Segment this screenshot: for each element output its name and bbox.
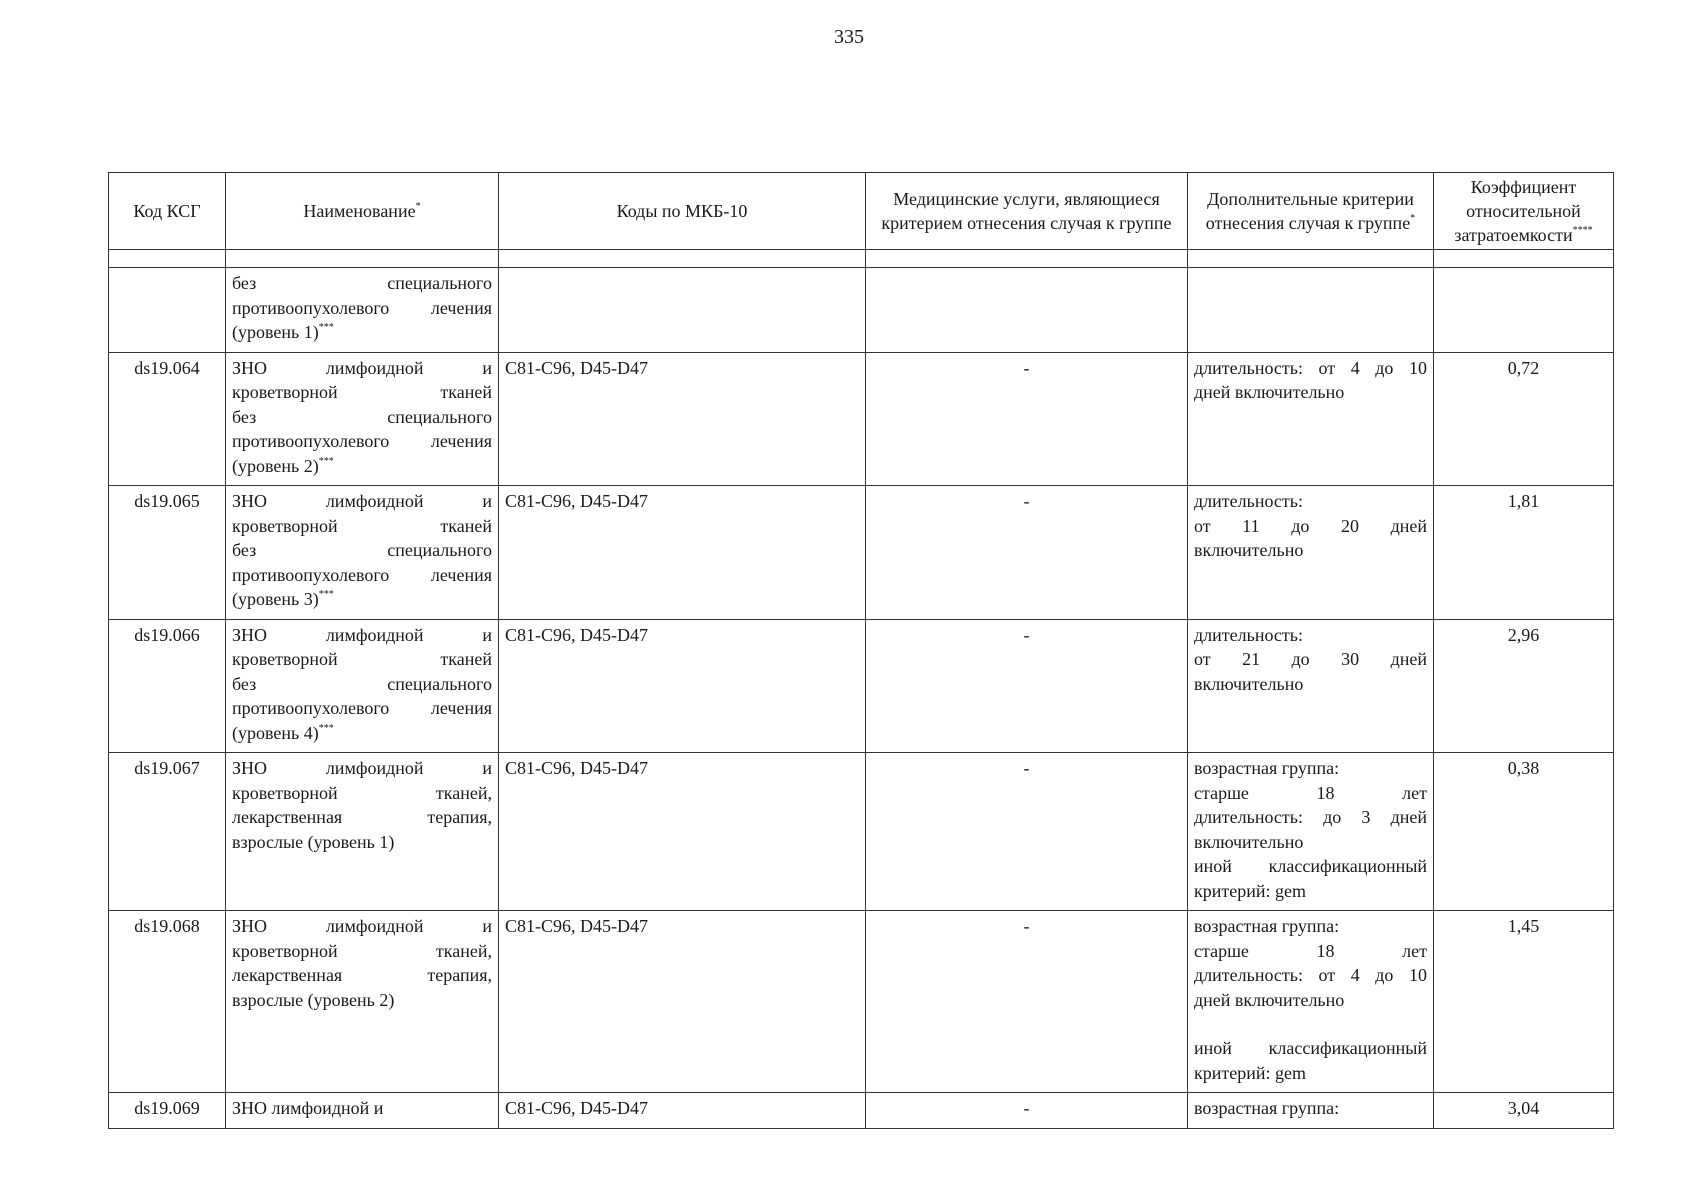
criteria-cell bbox=[1188, 486, 1434, 620]
header-services: Медицинские услуги, являющиеся критерием отнесения случая к группе bbox=[866, 173, 1188, 250]
header-code: Код КСГ bbox=[109, 173, 226, 250]
criteria-line: возрастная группа: bbox=[1194, 916, 1340, 936]
header-spacer-row bbox=[109, 250, 1614, 268]
ksg-code-cell: ds19.068 bbox=[109, 911, 226, 1093]
criteria-line: иной классификационный bbox=[1194, 856, 1427, 876]
name-cell bbox=[226, 352, 499, 486]
name-line: противоопухолевого лечения bbox=[232, 431, 492, 451]
criteria-line: критерий: gem bbox=[1194, 880, 1306, 901]
name-line: кроветворной тканей bbox=[232, 382, 492, 402]
mkb-codes-cell: C81-C96, D45-D47 bbox=[499, 619, 866, 753]
name-line: противоопухолевого лечения bbox=[232, 564, 492, 585]
continuation-code-cell bbox=[109, 268, 226, 353]
mkb-codes-cell: C81-C96, D45-D47 bbox=[499, 1093, 866, 1129]
criteria-line: дней включительно bbox=[1194, 989, 1345, 1010]
criteria-line: от 11 до 20 дней bbox=[1194, 515, 1427, 536]
criteria-line: дней включительно bbox=[1194, 382, 1345, 402]
continuation-row bbox=[109, 268, 1614, 353]
name-cell bbox=[226, 911, 499, 1093]
table-row bbox=[109, 352, 1614, 486]
services-cell: - bbox=[866, 753, 1188, 911]
name-footnote-mark: *** bbox=[318, 455, 334, 467]
criteria-cell bbox=[1188, 911, 1434, 1093]
criteria-line: старше 18 лет bbox=[1194, 940, 1427, 961]
criteria-line: включительно bbox=[1194, 540, 1304, 560]
name-line: лекарственная терапия, bbox=[232, 807, 492, 827]
criteria-line: длительность: от 4 до 10 bbox=[1194, 965, 1427, 985]
name-line: (уровень 2)*** bbox=[232, 455, 334, 476]
continuation-mkb-cell bbox=[499, 268, 866, 353]
continuation-coef-cell bbox=[1434, 268, 1614, 353]
mkb-codes-cell: C81-C96, D45-D47 bbox=[499, 486, 866, 620]
ksg-code-cell: ds19.069 bbox=[109, 1093, 226, 1129]
name-line: (уровень 4)*** bbox=[232, 722, 334, 743]
criteria-line: длительность: bbox=[1194, 624, 1303, 645]
criteria-line: возрастная группа: bbox=[1194, 758, 1340, 778]
criteria-line: возрастная группа: bbox=[1194, 1098, 1340, 1118]
ksg-code-cell: ds19.064 bbox=[109, 352, 226, 486]
name-line: кроветворной тканей bbox=[232, 649, 492, 669]
services-cell: - bbox=[866, 911, 1188, 1093]
continuation-services-cell bbox=[866, 268, 1188, 353]
criteria-cell bbox=[1188, 753, 1434, 911]
header-criteria-footnote: * bbox=[1410, 213, 1416, 224]
mkb-codes-cell: C81-C96, D45-D47 bbox=[499, 753, 866, 911]
criteria-line: старше 18 лет bbox=[1194, 782, 1427, 803]
name-line: ЗНО лимфоидной и bbox=[232, 624, 492, 645]
coef-cell: 0,38 bbox=[1434, 753, 1614, 911]
header-coef: Коэффициент относительной затратоемкости**** bbox=[1434, 173, 1614, 250]
criteria-line: длительность: до 3 дней bbox=[1194, 807, 1427, 827]
name-line: ЗНО лимфоидной и bbox=[232, 1098, 384, 1118]
criteria-line: включительно bbox=[1194, 831, 1304, 852]
name-line: кроветворной тканей, bbox=[232, 782, 492, 803]
criteria-cell bbox=[1188, 352, 1434, 486]
table-header-row bbox=[109, 173, 1614, 250]
name-line: ЗНО лимфоидной и bbox=[232, 916, 492, 936]
services-cell: - bbox=[866, 352, 1188, 486]
name-footnote-mark: *** bbox=[318, 722, 334, 734]
table-row bbox=[109, 753, 1614, 911]
name-line: лекарственная терапия, bbox=[232, 965, 492, 985]
criteria-line: включительно bbox=[1194, 673, 1304, 694]
name-footnote-mark: *** bbox=[318, 589, 334, 600]
name-cell bbox=[226, 619, 499, 753]
name-cell bbox=[226, 486, 499, 620]
name-line: без специального bbox=[232, 540, 492, 560]
header-criteria: Дополнительные критерии отнесения случая к группе* bbox=[1188, 173, 1434, 250]
criteria-line: длительность: от 4 до 10 bbox=[1194, 357, 1427, 378]
header-name-footnote: * bbox=[415, 201, 421, 212]
header-name: Наименование* bbox=[226, 173, 499, 250]
continuation-name-cell: без специального противоопухолевого лечения (уровень 1)*** bbox=[226, 268, 499, 353]
ksg-code-cell: ds19.067 bbox=[109, 753, 226, 911]
name-line: взрослые (уровень 1) bbox=[232, 831, 395, 852]
coef-cell: 1,45 bbox=[1434, 911, 1614, 1093]
criteria-line: иной классификационный bbox=[1194, 1038, 1427, 1058]
coef-cell: 1,81 bbox=[1434, 486, 1614, 620]
name-line: ЗНО лимфоидной и bbox=[232, 357, 492, 378]
criteria-cell bbox=[1188, 1093, 1434, 1129]
table-row bbox=[109, 1093, 1614, 1129]
criteria-line: длительность: bbox=[1194, 491, 1303, 511]
ksg-code-cell: ds19.066 bbox=[109, 619, 226, 753]
name-line: взрослые (уровень 2) bbox=[232, 989, 395, 1010]
name-line: без специального bbox=[232, 406, 492, 427]
table-row bbox=[109, 911, 1614, 1093]
ksg-code-cell: ds19.065 bbox=[109, 486, 226, 620]
criteria-cell bbox=[1188, 619, 1434, 753]
mkb-codes-cell: C81-C96, D45-D47 bbox=[499, 352, 866, 486]
name-line: без специального bbox=[232, 673, 492, 694]
coef-cell: 0,72 bbox=[1434, 352, 1614, 486]
name-line: ЗНО лимфоидной и bbox=[232, 491, 492, 511]
name-line: ЗНО лимфоидной и bbox=[232, 758, 492, 778]
table-row bbox=[109, 486, 1614, 620]
name-cell bbox=[226, 753, 499, 911]
name-line: (уровень 3)*** bbox=[232, 589, 334, 609]
criteria-gap bbox=[1194, 1012, 1427, 1036]
criteria-line: от 21 до 30 дней bbox=[1194, 649, 1427, 669]
coef-cell: 3,04 bbox=[1434, 1093, 1614, 1129]
name-line: кроветворной тканей bbox=[232, 515, 492, 536]
header-coef-footnote: **** bbox=[1572, 225, 1593, 236]
ksg-table bbox=[108, 172, 1614, 1129]
table-row bbox=[109, 619, 1614, 753]
name-line: кроветворной тканей, bbox=[232, 940, 492, 961]
header-mkb: Коды по МКБ-10 bbox=[499, 173, 866, 250]
name-line: противоопухолевого лечения bbox=[232, 698, 492, 718]
services-cell: - bbox=[866, 619, 1188, 753]
continuation-criteria-cell bbox=[1188, 268, 1434, 353]
page-number: 335 bbox=[834, 26, 864, 48]
services-cell: - bbox=[866, 486, 1188, 620]
name-cell bbox=[226, 1093, 499, 1129]
coef-cell: 2,96 bbox=[1434, 619, 1614, 753]
criteria-line: критерий: gem bbox=[1194, 1062, 1306, 1083]
mkb-codes-cell: C81-C96, D45-D47 bbox=[499, 911, 866, 1093]
services-cell: - bbox=[866, 1093, 1188, 1129]
